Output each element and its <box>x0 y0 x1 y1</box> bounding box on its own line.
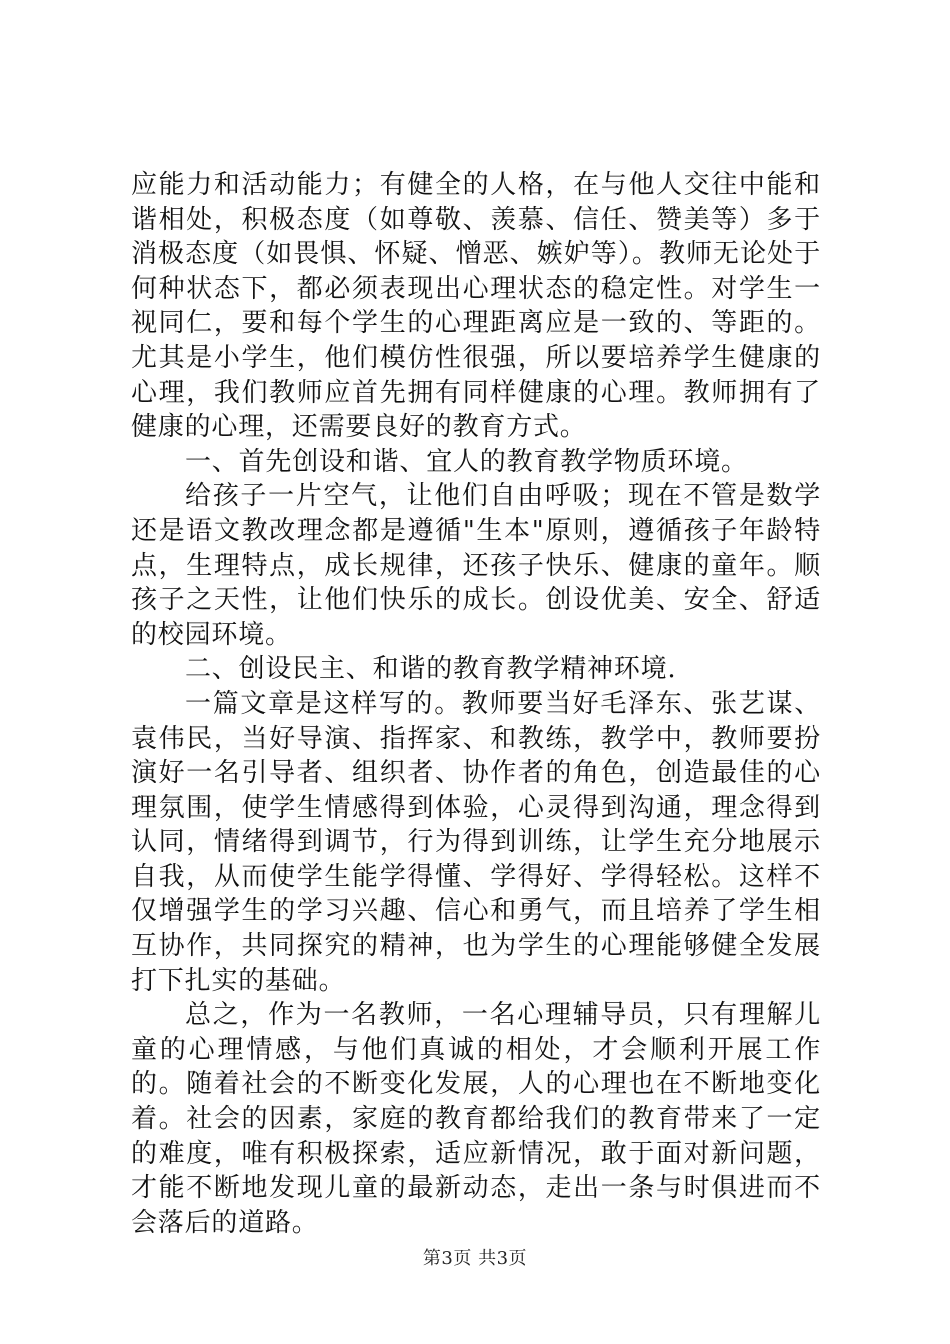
section-heading-material-environment: 一、首先创设和谐、宜人的教育教学物质环境。 <box>185 446 748 477</box>
paragraph-material-environment: 给孩子一片空气，让他们自由呼吸；现在不管是数学还是语文教改理念都是遵循"生本"原则，遵循孩子年龄特点，生理特点，成长规律，还孩子快乐、健康的童年。顺孩子之天性，让他们快乐的成长。创设优美、安全、舒适的校园环境。 <box>131 481 821 650</box>
paragraph-conclusion: 总之，作为一名教师，一名心理辅导员，只有理解儿童的心理情感，与他们真诚的相处，才会顺利开展工作的。随着社会的不断变化发展，人的心理也在不断地变化着。社会的因素，家庭的教育都给我们的教育带来了一定的难度，唯有积极探索，适应新情况，敢于面对新问题，才能不断地发现儿童的最新动态，走出一条与时俱进而不会落后的道路。 <box>131 1000 821 1238</box>
document-body <box>131 168 821 1240</box>
paragraph-continuation: 应能力和活动能力；有健全的人格，在与他人交往中能和谐相处，积极态度（如尊敬、羡慕、信任、赞美等）多于消极态度（如畏惧、怀疑、憎恶、嫉妒等）。教师无论处于何种状态下，都必须表现出心理状态的稳定性。对学生一视同仁，要和每个学生的心理距离应是一致的、等距的。尤其是小学生，他们模仿性很强，所以要培养学生健康的心理，我们教师应首先拥有同样健康的心理。教师拥有了健康的心理，还需要良好的教育方式。 <box>131 170 821 443</box>
page-number-footer: 第3页 共3页 <box>422 1248 528 1269</box>
section-heading-spiritual-environment: 二、创设民主、和谐的教育教学精神环境. <box>185 654 677 685</box>
paragraph-spiritual-environment: 一篇文章是这样写的。教师要当好毛泽东、张艺谋、袁伟民，当好导演、指挥家、和教练，教学中，教师要扮演好一名引导者、组织者、协作者的角色，创造最佳的心理氛围，使学生情感得到体验，心灵得到沟通，理念得到认同，情绪得到调节，行为得到训练，让学生充分地展示自我，从而使学生能学得懂、学得好、学得轻松。这样不仅增强学生的学习兴趣、信心和勇气，而且培养了学生相互协作，共同探究的精神，也为学生的心理能够健全发展打下扎实的基础。 <box>131 688 821 996</box>
